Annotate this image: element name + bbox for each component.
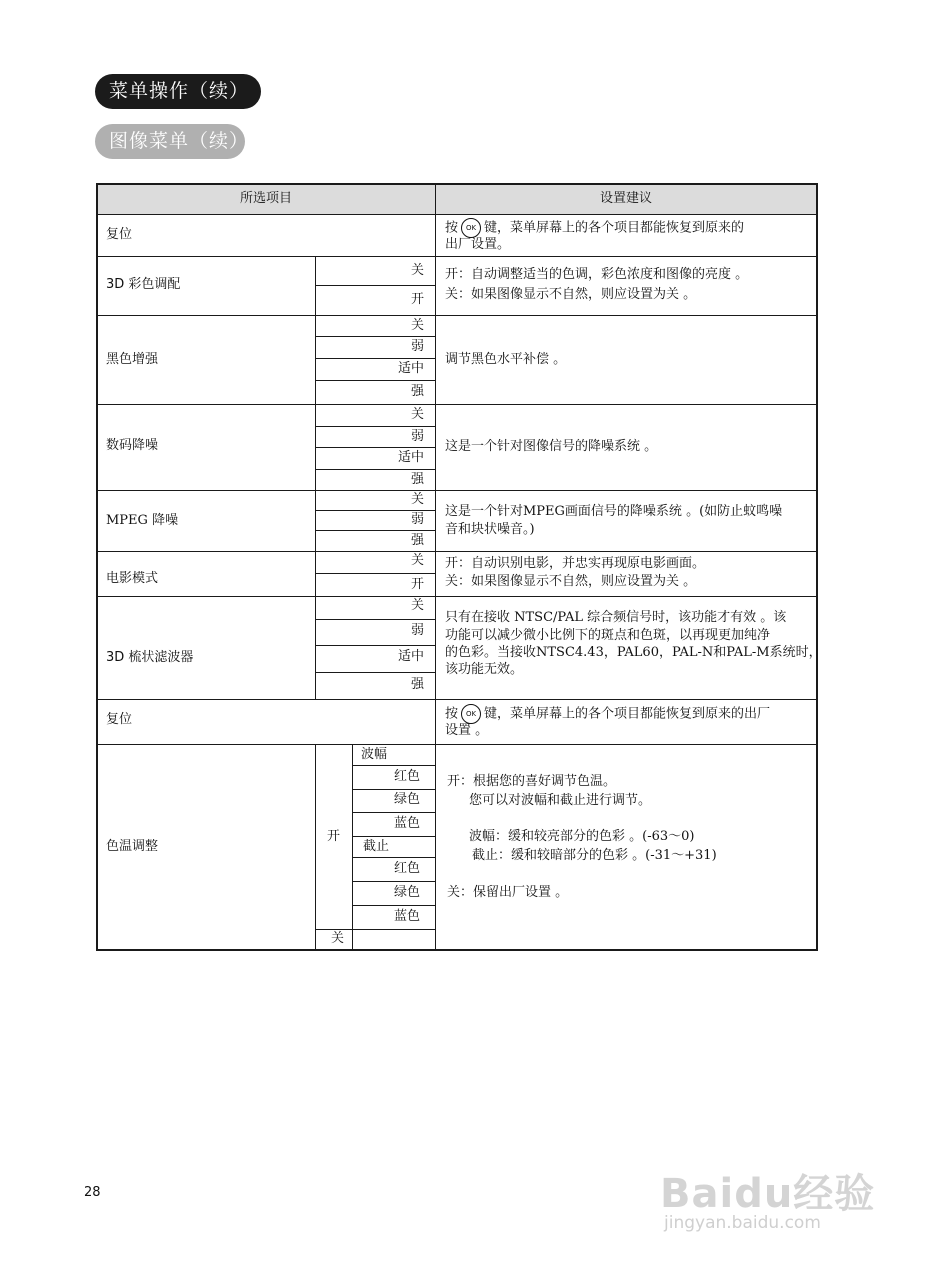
mpeg-description-line2: 音和块状噪音。) (445, 522, 535, 537)
mpeg-description-line1: 这是一个针对MPEG画面信号的降噪系统 。(如防止蚊鸣噪 (445, 504, 783, 519)
reset-description: 按 OK 键，菜单屏幕上的各个项目都能恢复到原来的 (445, 218, 744, 238)
gain-blue: 蓝色 (393, 816, 420, 831)
gain-red: 红色 (393, 769, 420, 784)
black-option-medium: 适中 (397, 361, 424, 376)
black-option-weak: 弱 (410, 339, 424, 354)
color3d-option-on: 开 (410, 292, 424, 307)
page-number: 28 (84, 1185, 101, 1200)
comb-description-line4: 该功能无效。 (445, 662, 524, 677)
comb-option-weak: 弱 (410, 623, 424, 638)
menu-operations-heading: 菜单操作（续） (95, 74, 261, 109)
film-option-on: 开 (410, 577, 424, 592)
dnr-option-strong: 强 (410, 472, 424, 487)
picture-menu-heading: 图像菜单（续） (95, 124, 245, 159)
color-temp-label: 色温调整 (106, 839, 159, 854)
dnr-label: 数码降噪 (106, 438, 159, 453)
color-temp-on: 开 (327, 829, 341, 844)
mpeg-option-strong: 强 (410, 533, 424, 548)
reset-description-line2: 出厂设置。 (445, 237, 511, 252)
film-option-off: 关 (410, 553, 424, 568)
color3d-label: 3D 彩色调配 (106, 277, 181, 292)
dnr-option-medium: 适中 (397, 450, 424, 465)
watermark-url: jingyan.baidu.com (664, 1213, 821, 1233)
comb-description-line2: 功能可以减少微小比例下的斑点和色斑，以再现更加纯净 (445, 628, 771, 643)
watermark-logo: Baidu经验 (660, 1171, 876, 1217)
cutoff-blue: 蓝色 (393, 909, 420, 924)
color-temp-desc-gain: 波幅：缓和较亮部分的色彩 。(-63～0) (469, 829, 695, 844)
comb-description-line1: 只有在接收 NTSC/PAL 综合频信号时，该功能才有效 。该 (445, 610, 787, 625)
cutoff-label: 截止 (363, 839, 390, 854)
black-enhance-label: 黑色增强 (106, 352, 159, 367)
mpeg-option-off: 关 (410, 492, 424, 507)
color-temp-desc-line2: 您可以对波幅和截止进行调节。 (469, 793, 652, 808)
comb-filter-label: 3D 梳状滤波器 (106, 650, 194, 665)
black-option-off: 关 (410, 318, 424, 333)
reset-label: 复位 (106, 227, 133, 242)
color-temp-desc-line1: 开：根据您的喜好调节色温。 (447, 774, 617, 789)
gain-green: 绿色 (393, 792, 420, 807)
column-header-advice: 设置建议 (599, 191, 652, 206)
reset2-description: 按 OK 键，菜单屏幕上的各个项目都能恢复到原来的出厂 (445, 704, 770, 724)
comb-description-line3: 的色彩。当接收NTSC4.43，PAL60，PAL-N和PAL-M系统时， (445, 645, 822, 660)
cutoff-green: 绿色 (393, 885, 420, 900)
ok-button-icon-2: OK (461, 704, 481, 724)
dnr-description: 这是一个针对图像信号的降噪系统 。 (445, 439, 658, 454)
film-description-on: 开：自动识别电影，并忠实再现原电影画面。 (445, 556, 706, 571)
film-mode-label: 电影模式 (106, 571, 159, 586)
reset2-description-line2: 设置 。 (445, 723, 489, 738)
color-temp-desc-cutoff: 截止：缓和较暗部分的色彩 。(-31～+31) (472, 848, 717, 863)
color3d-description-off: 关：如果图像显示不自然，则应设置为关 。 (445, 287, 697, 302)
black-description: 调节黑色水平补偿 。 (445, 352, 567, 367)
reset2-label: 复位 (106, 712, 133, 727)
black-option-strong: 强 (410, 384, 424, 399)
color-temp-desc-off: 关：保留出厂设置 。 (447, 885, 569, 900)
dnr-option-weak: 弱 (410, 429, 424, 444)
column-header-item: 所选项目 (239, 191, 292, 206)
mpeg-nr-label: MPEG 降噪 (106, 513, 179, 528)
dnr-option-off: 关 (410, 407, 424, 422)
gain-label: 波幅 (361, 747, 388, 762)
comb-option-strong: 强 (410, 677, 424, 692)
film-description-off: 关：如果图像显示不自然，则应设置为关 。 (445, 574, 697, 589)
cutoff-red: 红色 (393, 861, 420, 876)
comb-option-off: 关 (410, 598, 424, 613)
color3d-option-off: 关 (410, 263, 424, 278)
comb-option-medium: 适中 (397, 649, 424, 664)
ok-button-icon: OK (461, 218, 481, 238)
color-temp-off: 关 (331, 931, 345, 946)
mpeg-option-weak: 弱 (410, 512, 424, 527)
color3d-description-on: 开：自动调整适当的色调，彩色浓度和图像的亮度 。 (445, 267, 749, 282)
